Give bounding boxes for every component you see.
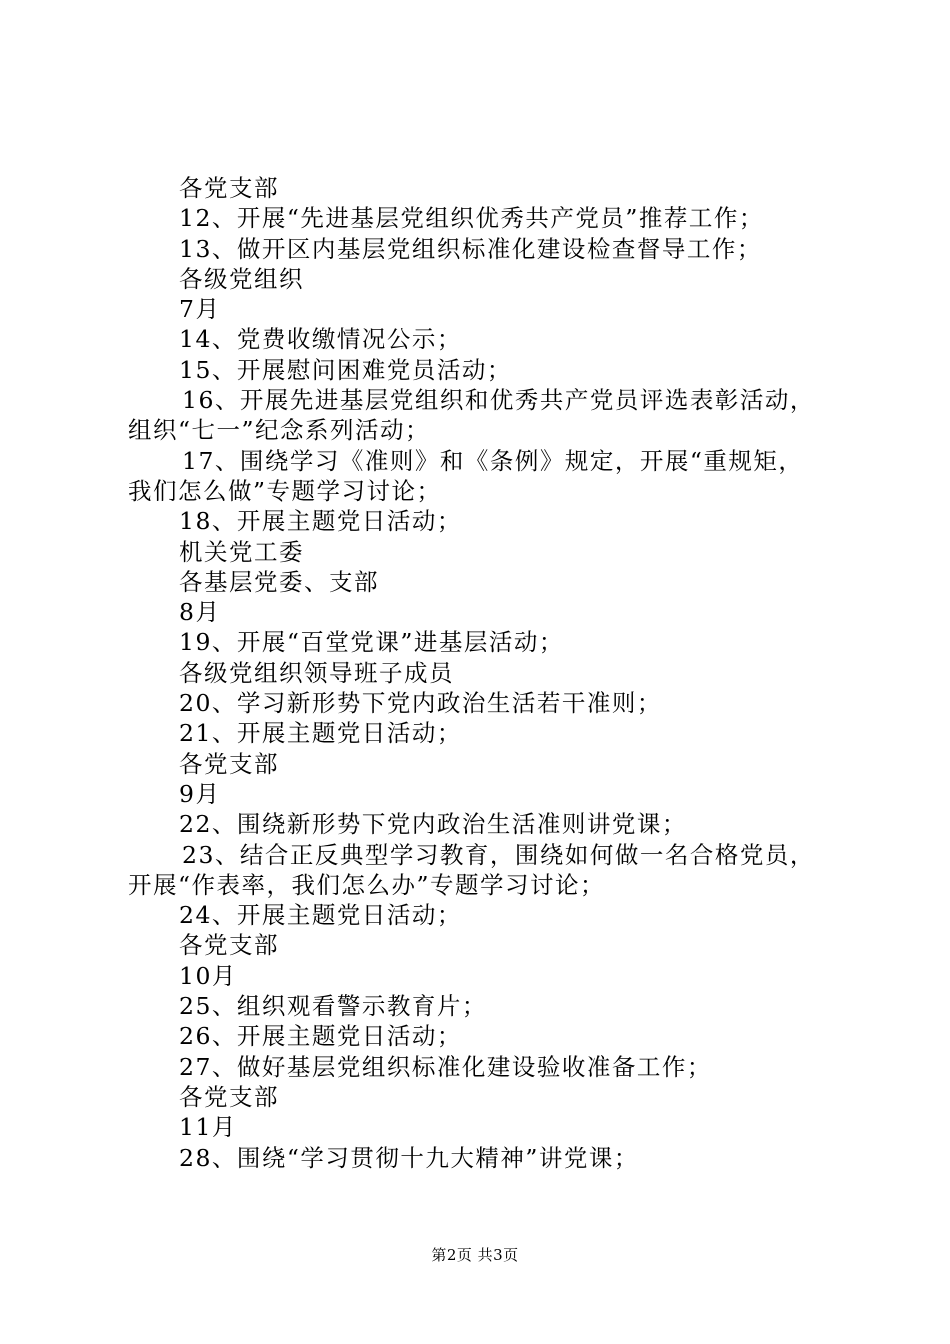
page-number-label: 第2页 共3页 bbox=[431, 1246, 519, 1264]
text-line: 13、做开区内基层党组织标准化建设检查督导工作； bbox=[179, 234, 762, 263]
text-line: 15、开展慰问困难党员活动； bbox=[179, 355, 512, 384]
text-line: 11月 bbox=[179, 1113, 237, 1142]
text-line: 组织“七一”纪念系列活动； bbox=[128, 416, 431, 445]
text-line: 25、组织观看警示教育片； bbox=[179, 992, 487, 1021]
text-line: 各党支部 bbox=[179, 931, 279, 960]
text-line: 机关党工委 bbox=[179, 537, 304, 566]
text-line: 23、结合正反典型学习教育，围绕如何做一名合格党员， bbox=[182, 840, 815, 869]
text-line: 10月 bbox=[179, 961, 237, 990]
text-line: 28、围绕“学习贯彻十九大精神”讲党课； bbox=[179, 1143, 639, 1172]
text-line: 18、开展主题党日活动； bbox=[179, 507, 462, 536]
page-footer bbox=[0, 1245, 950, 1265]
text-line: 开展“作表率，我们怎么办”专题学习讨论； bbox=[128, 870, 606, 899]
text-line: 19、开展“百堂党课”进基层活动； bbox=[179, 628, 564, 657]
text-line: 各基层党委、支部 bbox=[179, 567, 379, 596]
text-line: 我们怎么做”专题学习讨论； bbox=[128, 476, 442, 505]
text-line: 26、开展主题党日活动； bbox=[179, 1022, 462, 1051]
text-line: 各党支部 bbox=[179, 174, 279, 202]
text-line: 9月 bbox=[179, 779, 221, 808]
text-line: 20、学习新形势下党内政治生活若干准则； bbox=[179, 689, 662, 718]
text-line: 8月 bbox=[179, 598, 221, 627]
text-line: 各党支部 bbox=[179, 1082, 279, 1111]
text-line: 14、党费收缴情况公示； bbox=[179, 325, 462, 354]
document-body bbox=[128, 173, 830, 1173]
text-line: 各党支部 bbox=[179, 749, 279, 778]
text-line: 24、开展主题党日活动； bbox=[179, 901, 462, 930]
text-line: 7月 bbox=[179, 295, 221, 324]
text-line: 21、开展主题党日活动； bbox=[179, 719, 462, 748]
text-line: 各级党组织 bbox=[179, 264, 304, 293]
text-line: 27、做好基层党组织标准化建设验收准备工作； bbox=[179, 1052, 712, 1081]
text-line: 各级党组织领导班子成员 bbox=[179, 658, 454, 687]
text-line: 22、围绕新形势下党内政治生活准则讲党课； bbox=[179, 810, 687, 839]
text-line: 16、开展先进基层党组织和优秀共产党员评选表彰活动， bbox=[182, 386, 815, 415]
text-line: 12、开展“先进基层党组织优秀共产党员”推荐工作； bbox=[179, 204, 764, 233]
text-line: 17、围绕学习《准则》和《条例》规定，开展“重规矩， bbox=[182, 446, 804, 475]
